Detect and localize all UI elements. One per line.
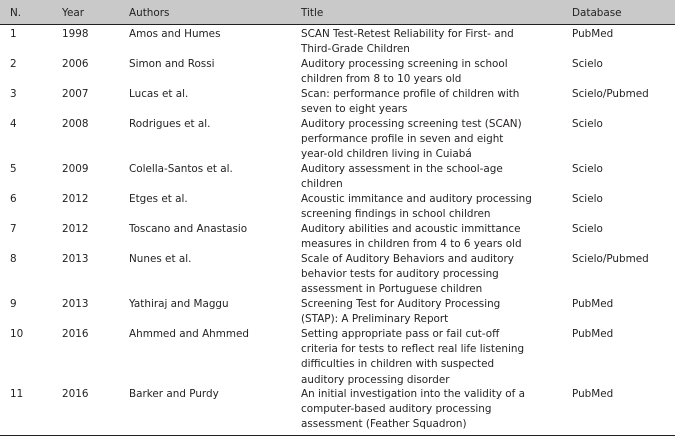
cell-database: Scielo — [572, 223, 603, 235]
cell-n: 4 — [10, 118, 17, 130]
bottom-rule — [0, 435, 675, 436]
cell-n: 6 — [10, 193, 17, 205]
title-line: behavior tests for auditory processing — [301, 268, 499, 281]
header-year: Year — [62, 7, 84, 19]
cell-authors: Rodrigues et al. — [129, 118, 211, 130]
cell-year: 2012 — [62, 223, 89, 235]
title-line: Auditory processing screening in school — [301, 58, 508, 70]
cell-authors: Etges et al. — [129, 193, 188, 205]
cell-database: Scielo — [572, 58, 603, 70]
title-line: screening findings in school children — [301, 208, 491, 221]
title-line: measures in children from 4 to 6 years old — [301, 238, 522, 251]
cell-year: 2008 — [62, 118, 89, 130]
cell-authors: Toscano and Anastasio — [129, 223, 248, 235]
title-line: seven to eight years — [301, 103, 408, 116]
title-line: Scale of Auditory Behaviors and auditory — [301, 253, 514, 265]
title-line: Scan: performance profile of children with — [301, 88, 520, 100]
title-line: Auditory processing screening test (SCAN) — [301, 118, 522, 130]
cell-authors: Yathiraj and Maggu — [129, 298, 229, 310]
title-line: Setting appropriate pass or fail cut-off — [301, 328, 500, 340]
cell-n: 11 — [10, 388, 24, 400]
cell-database: PubMed — [572, 328, 614, 340]
cell-database: Scielo — [572, 193, 603, 205]
cell-year: 2012 — [62, 193, 89, 205]
title-line: Acoustic immitance and auditory processing — [301, 193, 532, 205]
cell-authors: Amos and Humes — [129, 28, 221, 40]
cell-database: Scielo/Pubmed — [572, 88, 649, 100]
header-n: N. — [10, 7, 22, 19]
cell-n: 1 — [10, 28, 17, 40]
cell-year: 2006 — [62, 58, 89, 70]
cell-n: 10 — [10, 328, 24, 340]
cell-year: 2013 — [62, 253, 89, 265]
cell-database: Scielo/Pubmed — [572, 253, 649, 265]
cell-title — [301, 252, 514, 298]
cell-year: 2013 — [62, 298, 89, 310]
cell-database: PubMed — [572, 298, 614, 310]
header-rule — [0, 24, 675, 25]
title-line: SCAN Test-Retest Reliability for First- and — [301, 28, 514, 40]
cell-title — [301, 387, 525, 433]
title-line: computer-based auditory processing — [301, 403, 492, 416]
title-line: assessment (Feather Squadron) — [301, 418, 467, 431]
cell-title — [301, 297, 500, 327]
cell-n: 5 — [10, 163, 17, 175]
title-line: year-old children living in Cuiabá — [301, 148, 472, 161]
cell-n: 3 — [10, 88, 17, 100]
cell-database: Scielo — [572, 118, 603, 130]
title-line: Third-Grade Children — [301, 43, 410, 56]
header-database: Database — [572, 7, 622, 19]
cell-year: 2009 — [62, 163, 89, 175]
cell-database: PubMed — [572, 388, 614, 400]
cell-authors: Simon and Rossi — [129, 58, 215, 70]
title-line: Auditory abilities and acoustic immittance — [301, 223, 521, 235]
cell-authors: Barker and Purdy — [129, 388, 219, 400]
cell-authors: Ahmmed and Ahmmed — [129, 328, 250, 340]
cell-database: PubMed — [572, 28, 614, 40]
cell-year: 2007 — [62, 88, 89, 100]
title-line: difficulties in children with suspected — [301, 358, 495, 371]
cell-n: 2 — [10, 58, 17, 70]
table-header — [0, 0, 675, 24]
title-line: children — [301, 178, 343, 191]
cell-database: Scielo — [572, 163, 603, 175]
cell-n: 9 — [10, 298, 17, 310]
cell-n: 7 — [10, 223, 17, 235]
title-line: An initial investigation into the validity of a — [301, 388, 525, 400]
cell-title — [301, 87, 519, 117]
cell-year: 2016 — [62, 328, 89, 340]
title-line: criteria for tests to reflect real life listening — [301, 343, 525, 356]
cell-year: 2016 — [62, 388, 89, 400]
title-line: (STAP): A Preliminary Report — [301, 313, 449, 326]
title-line: Auditory assessment in the school-age — [301, 163, 503, 175]
cell-authors: Lucas et al. — [129, 88, 189, 100]
cell-title — [301, 27, 514, 57]
title-line: children from 8 to 10 years old — [301, 73, 462, 86]
title-line: performance profile in seven and eight — [301, 133, 504, 146]
cell-title — [301, 327, 524, 388]
cell-title — [301, 57, 508, 87]
title-line: auditory processing disorder — [301, 373, 450, 386]
title-line: assessment in Portuguese children — [301, 283, 483, 296]
cell-title — [301, 222, 522, 252]
cell-authors: Nunes et al. — [129, 253, 192, 265]
cell-n: 8 — [10, 253, 17, 265]
header-title: Title — [301, 7, 324, 19]
cell-year: 1998 — [62, 28, 89, 40]
cell-title — [301, 162, 503, 192]
cell-authors: Colella-Santos et al. — [129, 163, 233, 175]
cell-title — [301, 117, 522, 163]
cell-title — [301, 192, 532, 222]
header-authors: Authors — [129, 7, 170, 19]
title-line: Screening Test for Auditory Processing — [301, 298, 501, 310]
